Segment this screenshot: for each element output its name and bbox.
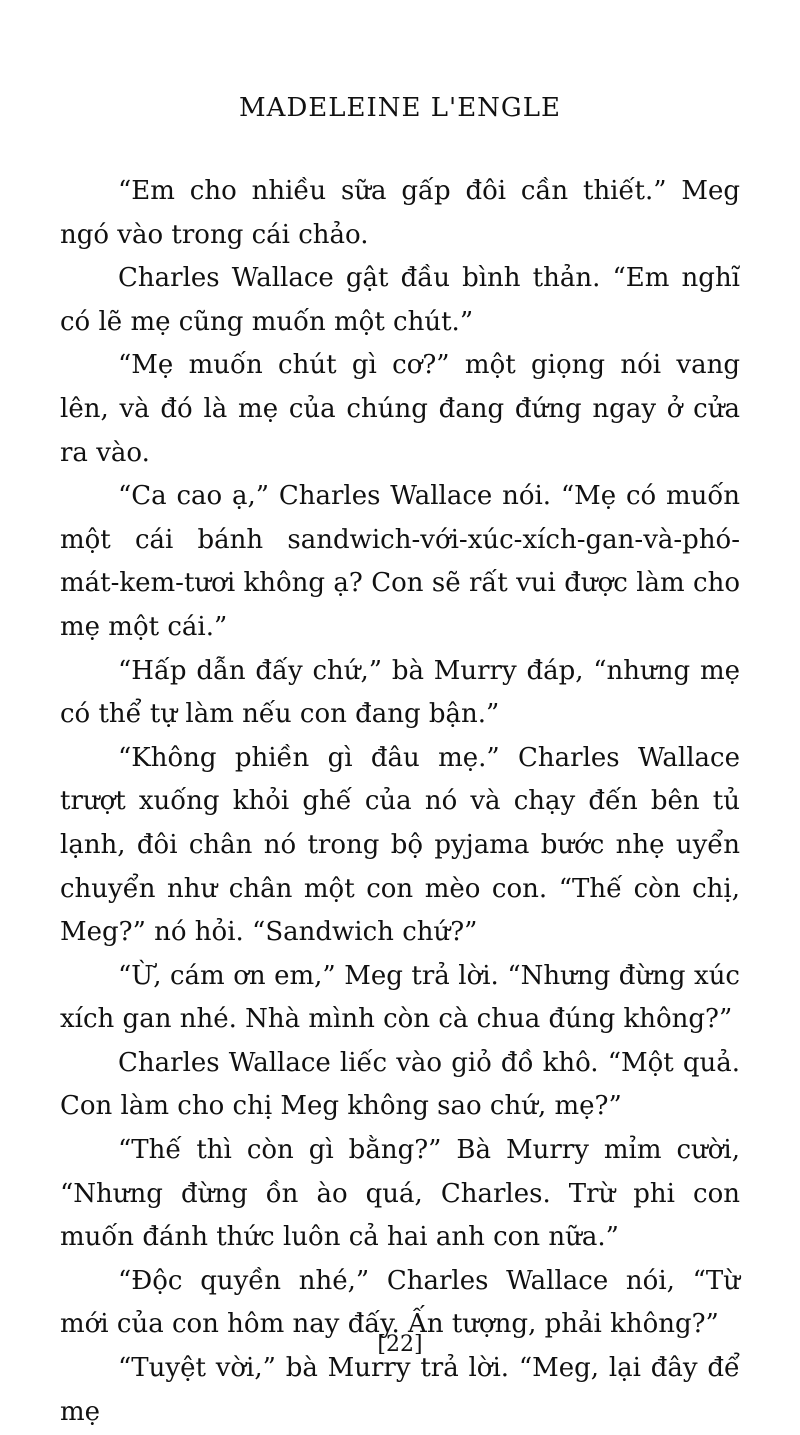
- running-header-author: MADELEINE L'ENGLE: [239, 93, 561, 123]
- paragraph: “Hấp dẫn đấy chứ,” bà Murry đáp, “nhưng mẹ có thể tự làm nếu con đang bận.”: [60, 655, 740, 730]
- paragraph: “Tuyệt vời,” bà Murry trả lời. “Meg, lại đây để mẹ: [60, 1353, 740, 1427]
- paragraph: “Mẹ muốn chút gì cơ?” một giọng nói vang lên, và đó là mẹ của chúng đang đứng ngay ở cửa ra vào.: [60, 350, 740, 468]
- paragraph: “Độc quyền nhé,” Charles Wallace nói, “Từ mới của con hôm nay đấy. Ấn tượng, phải không?”: [60, 1265, 740, 1340]
- paragraph: Charles Wallace gật đầu bình thản. “Em nghĩ có lẽ mẹ cũng muốn một chút.”: [60, 263, 740, 337]
- paragraph: “Ca cao ạ,” Charles Wallace nói. “Mẹ có muốn một cái bánh sandwich-với-xúc-xích-gan-và-phó-mát-kem-tươi không ạ? Con sẽ rất vui được làm cho mẹ một cái.”: [60, 481, 740, 642]
- paragraph: “Em cho nhiều sữa gấp đôi cần thiết.” Meg ngó vào trong cái chảo.: [60, 176, 740, 250]
- paragraph: “Không phiền gì đâu mẹ.” Charles Wallace trượt xuống khỏi ghế của nó và chạy đến bên tủ lạnh, đôi chân nó trong bộ pyjama bước nhẹ uyển chuyển như chân một con mèo con. “Thế còn chị, Meg?” nó hỏi. “Sandwich chứ?”: [60, 742, 740, 948]
- page-number: [22]: [377, 1332, 423, 1357]
- paragraph: “Thế thì còn gì bằng?” Bà Murry mỉm cười, “Nhưng đừng ồn ào quá, Charles. Trừ phi con muốn đánh thức luôn cả hai anh con nữa.”: [60, 1135, 740, 1253]
- paragraph: “Ừ, cám ơn em,” Meg trả lời. “Nhưng đừng xúc xích gan nhé. Nhà mình còn cà chua đúng không?”: [60, 960, 740, 1035]
- paragraph: Charles Wallace liếc vào giỏ đồ khô. “Một quả. Con làm cho chị Meg không sao chứ, mẹ?”: [60, 1047, 740, 1122]
- body-text: [60, 170, 740, 1434]
